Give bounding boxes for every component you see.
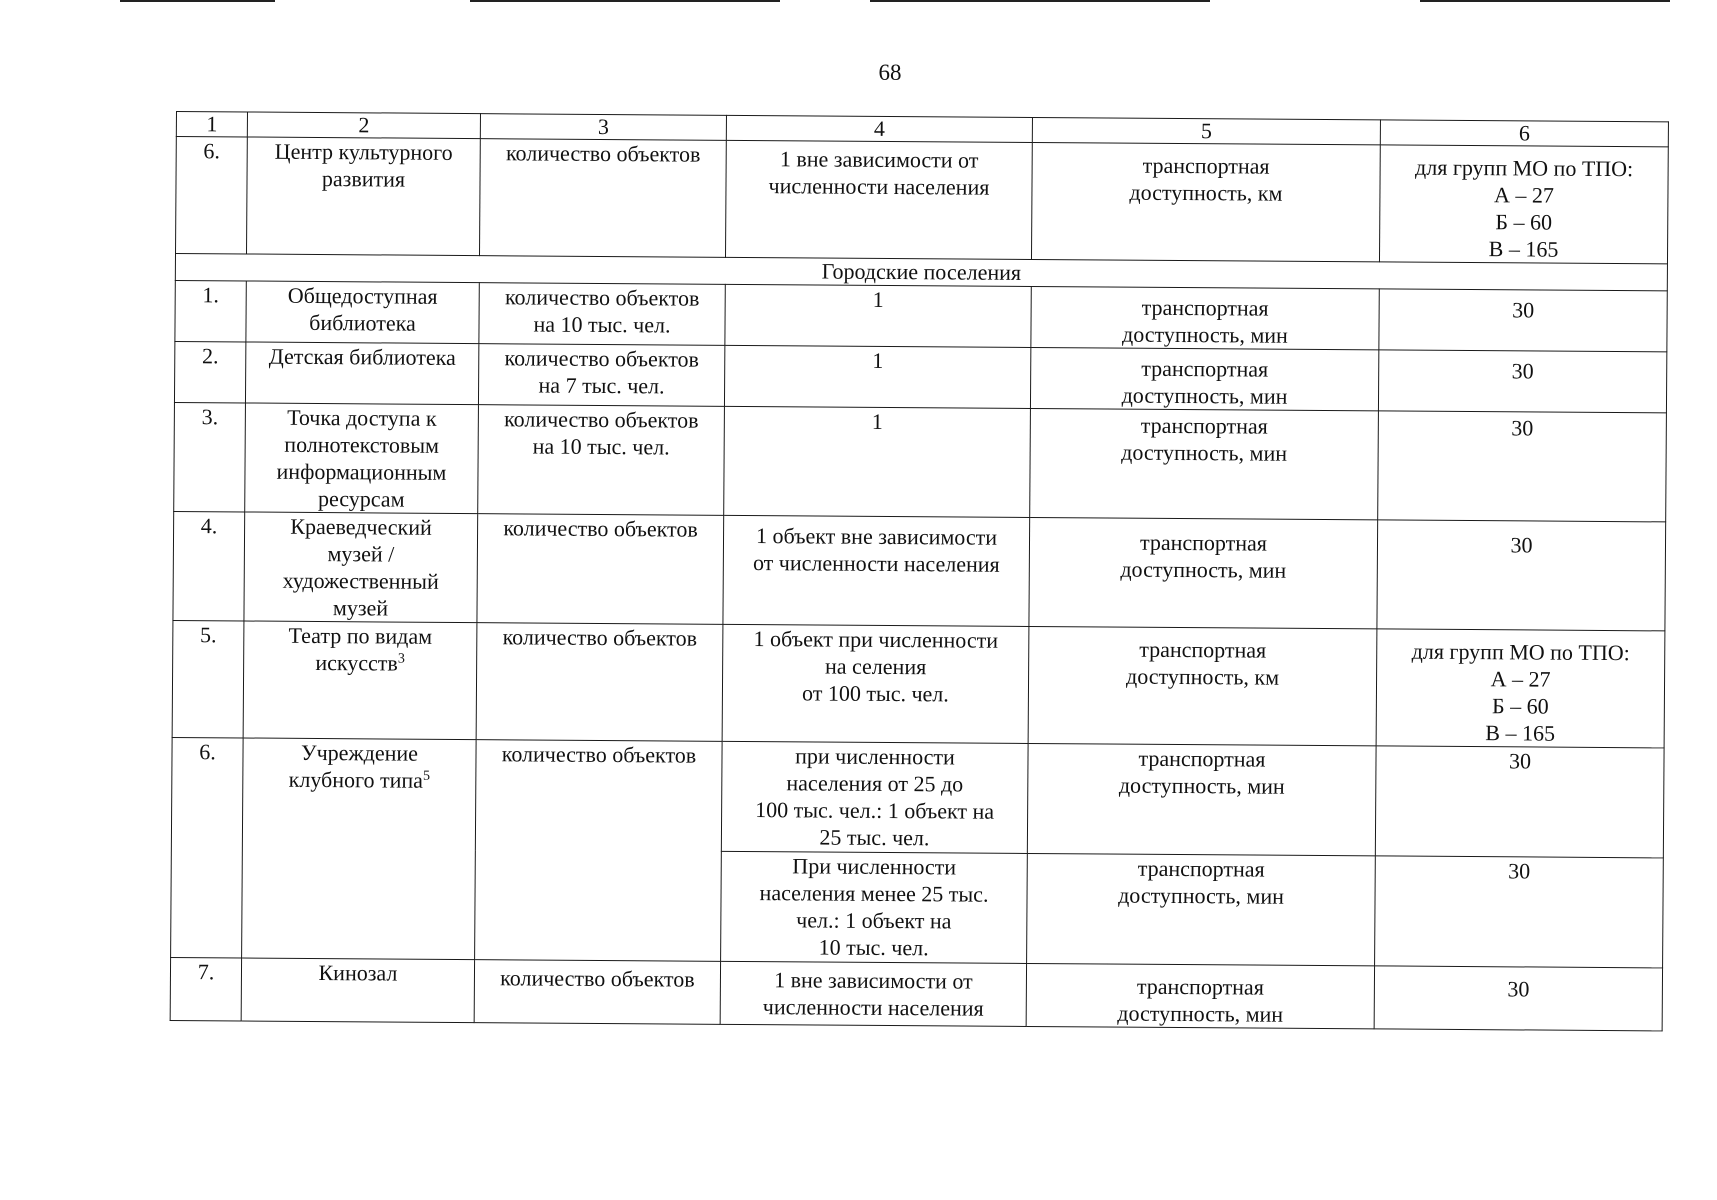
accessibility-value: для групп МО по ТПО: А – 27 Б – 60 В – 165 [1376,629,1665,748]
accessibility-type: транспортная доступность, мин [1030,408,1379,519]
row-number: 2. [174,341,245,402]
standards-table [170,111,1669,1031]
facility-name: Центр культурного развития [247,137,481,256]
facility-name: Краеведческий музей / художественный музей [244,512,478,623]
accessibility-value: 30 [1375,856,1664,968]
indicator: количество объектов на 10 тыс. чел. [478,405,725,516]
accessibility-type: транспортная доступность, мин [1027,743,1376,855]
row-number: 6. [171,737,244,957]
indicator: количество объектов [476,623,723,742]
accessibility-value: 30 [1378,350,1666,413]
table-row [174,402,1667,521]
scan-edge-line [1420,0,1670,2]
table-row [174,341,1666,412]
accessibility-value: 30 [1378,411,1667,522]
facility-name [242,738,477,960]
column-number: 4 [726,115,1032,142]
row-number: 6. [176,137,248,254]
norm-value: 1 объект при численности на селения от 100 тыс. чел. [722,624,1029,743]
scan-edge-line [470,0,780,2]
facility-name [243,621,477,740]
column-number: 6 [1380,120,1668,147]
column-number: 3 [480,114,726,141]
row-number: 7. [170,957,241,1020]
table-row [173,511,1666,630]
scan-edge-line [120,0,275,2]
accessibility-type: транспортная доступность, км [1028,626,1377,745]
accessibility-value: 30 [1377,520,1666,631]
indicator: количество объектов на 10 тыс. чел. [479,283,725,346]
indicator: количество объектов [474,960,720,1025]
indicator: количество объектов [477,514,724,625]
document-sheet [170,111,1668,1031]
accessibility-type: транспортная доступность, мин [1031,286,1379,349]
norm-value: 1 объект вне зависимости от численности населения [723,515,1030,626]
accessibility-type: транспортная доступность, мин [1029,517,1378,628]
norm-value: при численности населения от 25 до 100 тыс. чел.: 1 объект на 25 тыс. чел. [721,741,1028,853]
column-number: 1 [176,112,247,137]
indicator: количество объектов на 7 тыс. чел. [478,344,724,407]
facility-name-text: Учреждение клубного типа [288,739,424,793]
norm-value: 1 вне зависимости от численности населения [720,961,1026,1026]
table-row [176,137,1669,264]
row-number: 3. [174,402,246,511]
norm-value: При численности населения менее 25 тыс. чел.: 1 объект на 10 тыс. чел. [721,851,1028,963]
footnote-marker: 3 [397,651,405,667]
row-number: 5. [172,620,244,737]
accessibility-value: для групп МО по ТПО: А – 27 Б – 60 В – 165 [1379,145,1668,264]
table-row [171,737,1664,857]
accessibility-type: транспортная доступность, мин [1026,963,1374,1028]
table-row [175,280,1667,351]
facility-name: Детская библиотека [245,342,478,405]
facility-name: Кинозал [241,958,474,1023]
section-title: Городские поселения [175,254,1667,291]
facility-name: Точка доступа к полнотекстовым информационным ресурсам [245,403,479,514]
norm-value: 1 вне зависимости от численности населения [725,140,1032,259]
footnote-marker: 5 [422,768,431,784]
column-number: 2 [247,112,480,139]
row-number: 1. [175,280,246,341]
norm-value: 1 [725,284,1031,347]
accessibility-value: 30 [1379,289,1667,352]
norm-value: 1 [724,406,1031,517]
facility-name-text: Театр по видам искусств [288,622,433,676]
table-row [172,620,1665,747]
accessibility-type: транспортная доступность, мин [1030,347,1378,410]
scan-edge-line [870,0,1210,2]
accessibility-type: транспортная доступность, мин [1027,853,1376,965]
accessibility-value: 30 [1374,966,1662,1031]
indicator: количество объектов [479,139,726,258]
table-row [170,957,1662,1030]
indicator: количество объектов [475,740,723,962]
accessibility-value: 30 [1375,746,1664,858]
facility-name: Общедоступная библиотека [246,281,479,344]
page-number: 68 [878,60,902,85]
norm-value: 1 [724,345,1030,408]
accessibility-type: транспортная доступность, км [1031,142,1380,261]
row-number: 4. [173,511,245,620]
column-number: 5 [1032,117,1380,144]
